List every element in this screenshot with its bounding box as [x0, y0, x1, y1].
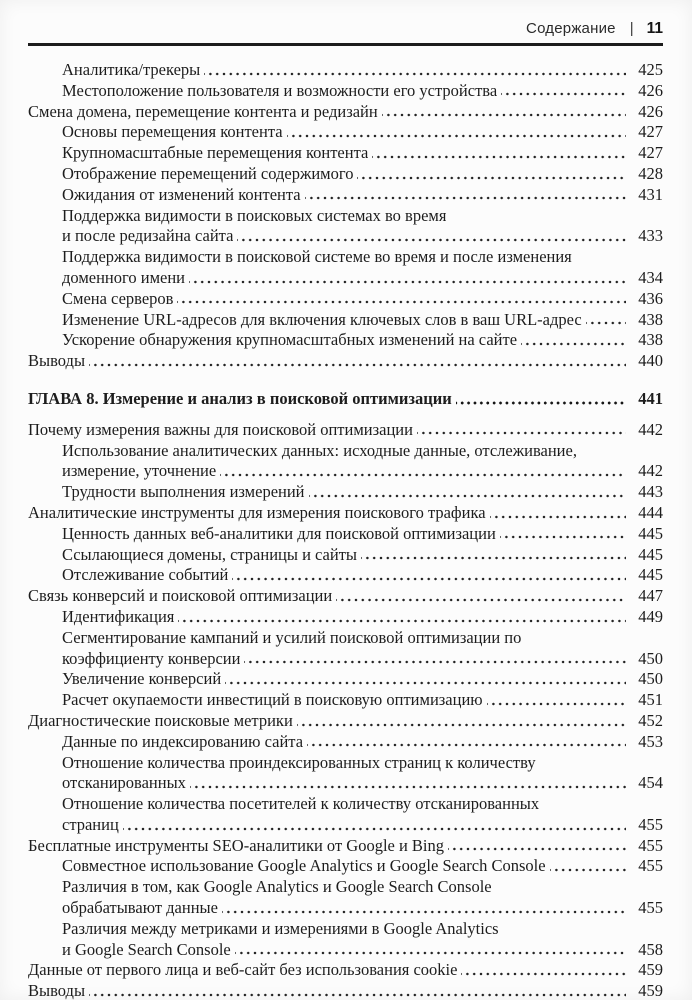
toc-entry-line [28, 836, 663, 857]
toc-entry-title: Местоположение пользователя и возможности его устройства [62, 80, 498, 100]
toc-entry-page-number: 426 [638, 80, 663, 100]
dot-leader [307, 732, 626, 753]
toc-entry [28, 919, 663, 961]
toc-entry-line [28, 607, 663, 628]
toc-entry-page-number: 450 [638, 648, 663, 668]
toc-entry-title: Изменение URL-адресов для включения ключевых слов в ваш URL-адрес [62, 309, 582, 329]
toc-entry-title: Использование аналитических данных: исходные данные, отслеживание, [62, 440, 577, 460]
toc-entry-title: отсканированных [62, 773, 186, 793]
toc-entry-page-number: 452 [638, 710, 663, 730]
toc-entry-line [28, 960, 663, 981]
dot-leader [123, 815, 626, 836]
toc-entry-title: Отношение количества проиндексированных страниц к количеству [62, 752, 536, 772]
toc-entry [28, 836, 663, 857]
toc-entry-title: Основы перемещения контента [62, 122, 283, 142]
dot-leader [244, 649, 626, 670]
toc-entry-page-number: 428 [638, 163, 663, 183]
toc-entry-title: доменного имени [62, 267, 185, 287]
toc-entry-line [28, 919, 663, 940]
toc-entry [28, 60, 663, 81]
toc-entry-title: Совместное использование Google Analytics и Google Search Console [62, 856, 546, 876]
dot-leader [490, 503, 626, 524]
toc-entry [28, 669, 663, 690]
toc-entry-title: Различия в том, как Google Analytics и Google Search Console [62, 877, 492, 897]
toc-entry [28, 143, 663, 164]
toc-entry-line [28, 649, 663, 670]
toc-entry [28, 607, 663, 628]
dot-leader [501, 81, 626, 102]
toc-entry [28, 441, 663, 483]
toc-entry-line [28, 289, 663, 310]
toc-entry [28, 81, 663, 102]
toc-entry-page-number: 454 [638, 773, 663, 793]
toc-entry-line [28, 389, 663, 410]
toc-entry-title: Аналитика/трекеры [62, 60, 201, 79]
toc-entry-title: коэффициенту конверсии [62, 648, 241, 668]
toc-entry-line [28, 330, 663, 351]
toc-entry [28, 102, 663, 123]
toc-entry [28, 289, 663, 310]
toc-entry-title: измерение, уточнение [62, 461, 217, 481]
toc-entry-page-number: 455 [638, 835, 663, 855]
dot-leader [189, 268, 626, 289]
toc-entry [28, 310, 663, 331]
toc-entry-line [28, 143, 663, 164]
toc-entry-line [28, 773, 663, 794]
toc-entry-line [28, 815, 663, 836]
dot-leader [89, 351, 626, 372]
dot-leader [225, 669, 626, 690]
toc-entry-title: Бесплатные инструменты SEO-аналитики от Google и Bing [28, 835, 445, 855]
toc-entry [28, 545, 663, 566]
toc-entry-line [28, 545, 663, 566]
toc-entry-page-number: 449 [638, 606, 663, 626]
toc-entry-title: Поддержка видимости в поисковой системе во время и после изменения [62, 247, 572, 267]
header-title: Содержание [526, 20, 616, 37]
toc-entry-page-number: 425 [638, 60, 663, 79]
toc-entry-line [28, 711, 663, 732]
toc-entry-title: Сегментирование кампаний и усилий поисковой оптимизации по [62, 627, 522, 647]
dot-leader [89, 981, 626, 1000]
toc-entry-page-number: 445 [638, 523, 663, 543]
dot-leader [361, 545, 626, 566]
toc-entry-line [28, 102, 663, 123]
toc-entry-page-number: 438 [638, 309, 663, 329]
toc-entry-line [28, 981, 663, 1000]
dot-leader [287, 122, 626, 143]
toc-entry-page-number: 455 [638, 856, 663, 876]
toc-entry-title: Данные от первого лица и веб-сайт без использования cookie [28, 960, 458, 980]
toc-entry-line [28, 81, 663, 102]
dot-leader [521, 330, 626, 351]
toc-entry [28, 185, 663, 206]
toc-entry-title: Диагностические поисковые метрики [28, 710, 293, 730]
toc-entry-title: Выводы [28, 981, 86, 1000]
toc-entry-line [28, 268, 663, 289]
toc-entry [28, 420, 663, 441]
toc-entry-title: Отношение количества посетителей к количеству отсканированных [62, 794, 540, 814]
toc-entry-page-number: 427 [638, 143, 663, 163]
toc-entry-page-number: 442 [638, 419, 663, 439]
toc-entry-line [28, 524, 663, 545]
toc-entry [28, 877, 663, 919]
toc-entry-title: страниц [62, 814, 119, 834]
toc-entry-page-number: 455 [638, 814, 663, 834]
dot-leader [456, 389, 626, 410]
toc-entry-title: Ссылающиеся домены, страницы и сайты [62, 544, 358, 564]
toc-entry-title: Увеличение конверсий [62, 669, 222, 689]
toc-entry-page-number: 444 [638, 502, 663, 522]
toc-entry-title: и после редизайна сайта [62, 226, 234, 246]
toc-entry-title: Ценность данных веб-аналитики для поисковой оптимизации [62, 523, 496, 543]
toc-entry-line [28, 247, 663, 268]
toc-entry [28, 247, 663, 289]
toc-entry-line [28, 226, 663, 247]
dot-leader [190, 773, 626, 794]
toc-entry-title: Данные по индексированию сайта [62, 731, 304, 751]
toc-entry [28, 753, 663, 795]
toc-entry [28, 524, 663, 545]
toc-entry-page-number: 442 [638, 461, 663, 481]
toc-entry-line [28, 60, 663, 81]
page-header [28, 20, 663, 46]
toc-chapter-title: ГЛАВА 8. Измерение и анализ в поисковой оптимизации [28, 388, 452, 408]
dot-leader [372, 143, 626, 164]
dot-leader [357, 164, 626, 185]
toc-entry [28, 960, 663, 981]
toc-entry-line [28, 940, 663, 961]
toc-entry-page-number: 458 [638, 939, 663, 959]
toc-entry [28, 690, 663, 711]
dot-leader [309, 482, 626, 503]
dot-leader [232, 565, 626, 586]
dot-leader [487, 690, 626, 711]
toc-entry [28, 856, 663, 877]
toc-entry-line [28, 628, 663, 649]
toc-entry-line [28, 503, 663, 524]
dot-leader [297, 711, 626, 732]
toc-entry-title: Отслеживание событий [62, 565, 229, 585]
toc-entry-title: Трудности выполнения измерений [62, 482, 305, 502]
toc-entry-line [28, 461, 663, 482]
toc-entry [28, 351, 663, 372]
toc-entry [28, 122, 663, 143]
toc-entry-line [28, 669, 663, 690]
toc-entry-line [28, 441, 663, 462]
toc-entry [28, 732, 663, 753]
toc-entry-line [28, 185, 663, 206]
toc-entry-page-number: 447 [638, 586, 663, 606]
toc-entry-line [28, 310, 663, 331]
toc-entry-title: Почему измерения важны для поисковой оптимизации [28, 419, 413, 439]
toc-entry-line [28, 164, 663, 185]
toc-entry [28, 711, 663, 732]
toc-entry-line [28, 420, 663, 441]
toc-entry-line [28, 856, 663, 877]
toc-entry-page-number: 441 [638, 388, 663, 408]
toc-entry-title: Аналитические инструменты для измерения поискового трафика [28, 502, 486, 522]
toc-entry-page-number: 450 [638, 669, 663, 689]
toc-chapter-entry [28, 389, 663, 410]
toc-entry-line [28, 753, 663, 774]
toc-entry [28, 503, 663, 524]
toc-entry-page-number: 436 [638, 288, 663, 308]
toc-entry-title: Поддержка видимости в поисковых системах во время [62, 205, 447, 225]
dot-leader [382, 102, 626, 123]
toc-entry-line [28, 877, 663, 898]
toc-entry-line [28, 732, 663, 753]
toc-list [28, 60, 663, 1000]
toc-entry-line [28, 586, 663, 607]
toc-entry [28, 628, 663, 670]
toc-entry-title: Смена домена, перемещение контента и редизайн [28, 101, 378, 121]
toc-entry-title: Отображение перемещений содержимого [62, 163, 354, 183]
toc-entry-page-number: 443 [638, 482, 663, 502]
toc-entry-page-number: 431 [638, 184, 663, 204]
dot-leader [448, 836, 626, 857]
dot-leader [178, 607, 626, 628]
toc-entry-line [28, 122, 663, 143]
toc-entry [28, 565, 663, 586]
toc-entry-line [28, 482, 663, 503]
toc-entry-title: Выводы [28, 351, 86, 371]
toc-entry-title: Ожидания от изменений контента [62, 184, 301, 204]
toc-entry-page-number: 459 [638, 981, 663, 1000]
toc-entry-page-number: 451 [638, 690, 663, 710]
toc-entry-title: Ускорение обнаружения крупномасштабных изменений на сайте [62, 330, 518, 350]
toc-entry [28, 794, 663, 836]
toc-entry-title: Крупномасштабные перемещения контента [62, 143, 369, 163]
header-separator: | [629, 20, 634, 37]
toc-entry-title: обрабатывают данные [62, 898, 218, 918]
toc-entry-page-number: 453 [638, 731, 663, 751]
dot-leader [235, 940, 626, 961]
toc-entry-page-number: 440 [638, 351, 663, 371]
dot-leader [177, 289, 626, 310]
dot-leader [417, 420, 626, 441]
dot-leader [336, 586, 626, 607]
dot-leader [586, 310, 626, 331]
dot-leader [305, 185, 626, 206]
toc-entry-line [28, 690, 663, 711]
toc-entry-page-number: 427 [638, 122, 663, 142]
toc-entry-title: и Google Search Console [62, 939, 231, 959]
toc-entry-page-number: 455 [638, 898, 663, 918]
toc-entry-title: Различия между метриками и измерениями в Google Analytics [62, 918, 499, 938]
toc-entry-page-number: 426 [638, 101, 663, 121]
toc-entry-page-number: 434 [638, 267, 663, 287]
dot-leader [222, 898, 626, 919]
dot-leader [461, 960, 626, 981]
toc-entry-line [28, 351, 663, 372]
dot-leader [550, 856, 626, 877]
toc-entry-line [28, 565, 663, 586]
toc-entry-title: Расчет окупаемости инвестиций в поисковую оптимизацию [62, 690, 483, 710]
dot-leader [220, 461, 626, 482]
toc-entry-line [28, 206, 663, 227]
toc-entry-page-number: 459 [638, 960, 663, 980]
toc-entry-title: Идентификация [62, 606, 175, 626]
toc-entry-page-number: 438 [638, 330, 663, 350]
header-page-number: 11 [646, 20, 663, 37]
toc-entry [28, 586, 663, 607]
toc-entry [28, 330, 663, 351]
toc-entry [28, 206, 663, 248]
toc-entry [28, 981, 663, 1000]
dot-leader [500, 524, 626, 545]
toc-entry [28, 164, 663, 185]
toc-entry-page-number: 433 [638, 226, 663, 246]
toc-entry-title: Смена серверов [62, 288, 174, 308]
toc-entry-line [28, 794, 663, 815]
dot-leader [237, 226, 626, 247]
toc-entry-page-number: 445 [638, 544, 663, 564]
toc-entry-page-number: 445 [638, 565, 663, 585]
toc-entry-title: Связь конверсий и поисковой оптимизации [28, 586, 333, 606]
toc-entry-line [28, 898, 663, 919]
dot-leader [204, 60, 626, 81]
toc-entry [28, 482, 663, 503]
